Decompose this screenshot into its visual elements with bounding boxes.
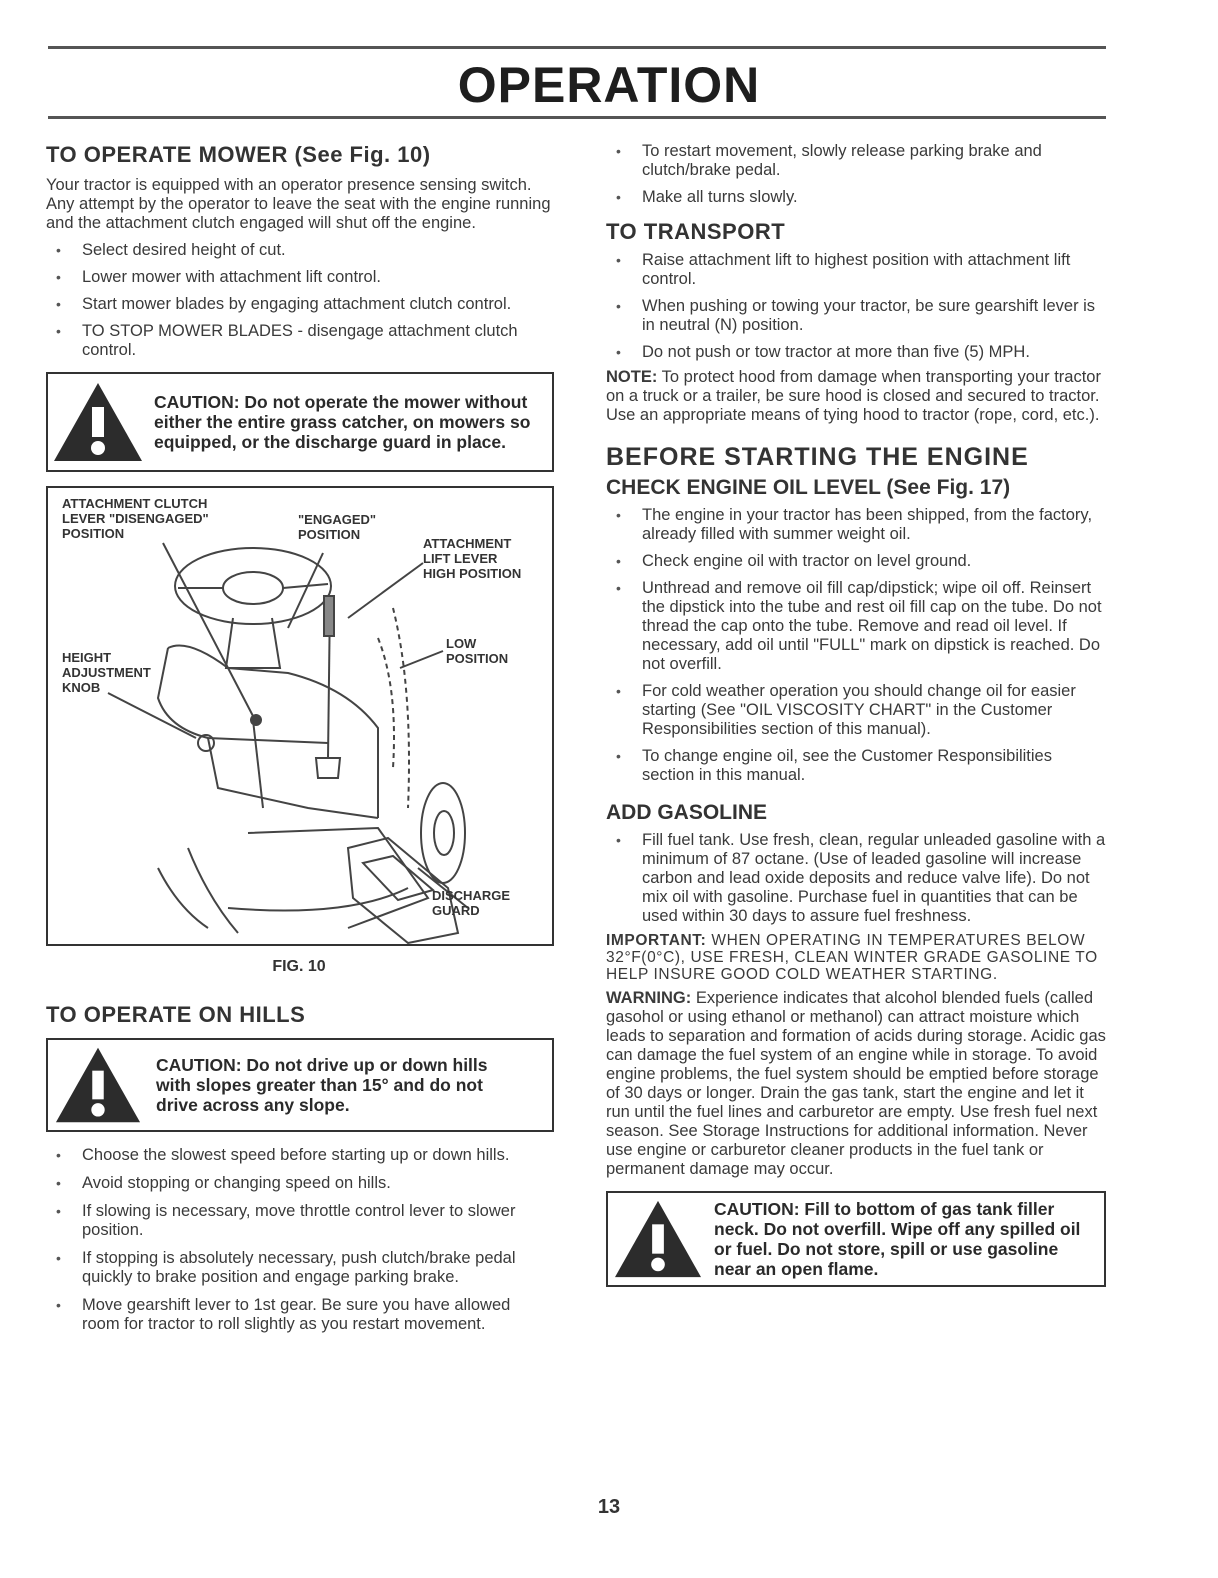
list-item: • If slowing is necessary, move throttle control lever to slower position.: [46, 1202, 552, 1240]
list-item: • Check engine oil with tractor on level ground.: [606, 552, 1106, 571]
list-item: • To change engine oil, see the Customer Responsibilities section in this manual.: [606, 747, 1106, 785]
list-item: • Raise attachment lift to highest position with attachment lift control.: [606, 251, 1106, 289]
list-item: • To restart movement, slowly release parking brake and clutch/brake pedal.: [606, 142, 1106, 180]
mower-caution-box: [46, 372, 554, 472]
list-item: • Move gearshift lever to 1st gear. Be sure you have allowed room for tractor to roll slightly as you restart movement.: [46, 1296, 552, 1334]
list-item: • When pushing or towing your tractor, be sure gearshift lever is in neutral (N) position.: [606, 297, 1106, 335]
mower-caution-text: CAUTION: Do not operate the mower without either the entire grass catcher, on mowers so equipped, or the discharge guard in place.: [154, 392, 531, 452]
warning-triangle-icon: [48, 1042, 148, 1128]
warning-triangle-icon: [608, 1195, 708, 1283]
hills-caution-box: [46, 1038, 554, 1132]
label-engaged: "ENGAGED" POSITION: [298, 512, 377, 542]
warning-paragraph: [606, 989, 1106, 1179]
transport-list: [606, 251, 1106, 362]
gasoline-caution-box: [606, 1191, 1106, 1287]
list-item: • Make all turns slowly.: [606, 188, 1106, 207]
list-item: • If stopping is absolutely necessary, push clutch/brake pedal quickly to brake position and engage parking brake.: [46, 1249, 552, 1287]
oil-list: [606, 506, 1106, 785]
label-clutch-disengaged: ATTACHMENT CLUTCH LEVER "DISENGAGED" POSITION: [62, 496, 209, 541]
operate-mower-heading: TO OPERATE MOWER (See Fig. 10): [46, 142, 431, 167]
operate-mower-list: [46, 241, 552, 360]
gasoline-caution-text: CAUTION: Fill to bottom of gas tank filler neck. Do not overfill. Wipe off any spilled oil or fuel. Do not store, spill or use gasoline near an open flame.: [714, 1199, 1081, 1279]
transport-heading: TO TRANSPORT: [606, 219, 786, 244]
top-rule: [48, 46, 1106, 49]
before-starting-heading: BEFORE STARTING THE ENGINE: [606, 443, 1029, 471]
figure-caption: FIG. 10: [272, 958, 326, 975]
warning-text: Experience indicates that alcohol blended fuels (called gasohol or using ethanol or methanol) can attract moisture which leads to separation and formation of acids during storage. Acidic gas can damage the fuel system of an engine while in storage. To avoid engine problems, the fuel system should be emptied before storage of 30 days or longer. Drain the gas tank, start the engine and let it run until the fuel lines and carburetor are empty. Use fresh fuel next season. See Storage Instructions for additional information. Never use engine or carburetor cleaner products in the fuel tank or permanent damage may occur.: [606, 989, 1106, 1178]
list-item: • Fill fuel tank. Use fresh, clean, regular unleaded gasoline with a minimum of 87 octane. (Use of leaded gasoline will increase carbon and lead oxide deposits and reduce valve life). Do not mix oil with gasoline. Purchase fuel in quantities that can be used within 30 days to assure fuel freshness.: [606, 831, 1106, 926]
warning-label: WARNING:: [606, 989, 692, 1007]
list-item: • Start mower blades by engaging attachment clutch control.: [46, 295, 552, 314]
list-item: • Avoid stopping or changing speed on hills.: [46, 1174, 552, 1193]
important-note: [606, 932, 1106, 983]
operate-mower-intro: Your tractor is equipped with an operator presence sensing switch. Any attempt by the operator to leave the seat with the engine running and the attachment clutch engaged will shut off the engine.: [46, 176, 551, 232]
important-text: WHEN OPERATING IN TEMPERATURES BELOW 32°F(0°C), USE FRESH, CLEAN WINTER GRADE GASOLINE TO HELP INSURE GOOD COLD WEATHER STARTING.: [606, 932, 1098, 983]
warning-triangle-icon: [48, 377, 148, 467]
list-item: • Choose the slowest speed before starting up or down hills.: [46, 1146, 552, 1165]
hills-caution-text: CAUTION: Do not drive up or down hills with slopes greater than 15° and do not drive across any slope.: [156, 1055, 488, 1115]
list-item: • Do not push or tow tractor at more than five (5) MPH.: [606, 343, 1106, 362]
label-height-knob: HEIGHT ADJUSTMENT KNOB: [62, 650, 151, 695]
list-item: • Unthread and remove oil fill cap/dipstick; wipe oil off. Reinsert the dipstick into the tube and rest oil fill cap on the tube. Do not thread the cap onto the tube. Remove and read oil level. If necessary, add oil until "FULL" mark on dipstick is reached. Do not overfill.: [606, 579, 1106, 674]
label-lift-high: ATTACHMENT LIFT LEVER HIGH POSITION: [423, 536, 522, 581]
note-label: NOTE:: [606, 368, 658, 386]
label-low-position: LOW POSITION: [446, 636, 509, 666]
transport-note: [606, 368, 1106, 425]
page-title: OPERATION: [457, 57, 761, 113]
hills-heading: TO OPERATE ON HILLS: [46, 1002, 306, 1027]
right-column: [606, 142, 1106, 1287]
add-gasoline-heading: ADD GASOLINE: [606, 801, 768, 824]
note-text: To protect hood from damage when transporting your tractor on a truck or a trailer, be sure hood is closed and secured to tractor. Use an appropriate means of tying hood to tractor (rope, cord, etc.).: [606, 368, 1101, 424]
figure-10: [46, 486, 554, 946]
important-label: IMPORTANT:: [606, 932, 707, 949]
page-number: 13: [597, 1496, 621, 1518]
list-item: • Lower mower with attachment lift control.: [46, 268, 552, 287]
restart-list: [606, 142, 1106, 207]
title-underline: [48, 116, 1106, 119]
list-item: • Select desired height of cut.: [46, 241, 552, 260]
check-oil-heading: CHECK ENGINE OIL LEVEL (See Fig. 17): [606, 476, 1011, 499]
hills-list: [46, 1146, 552, 1334]
list-item: • The engine in your tractor has been shipped, from the factory, already filled with summer weight oil.: [606, 506, 1106, 544]
list-item: • TO STOP MOWER BLADES - disengage attachment clutch control.: [46, 322, 552, 360]
label-discharge-guard: DISCHARGE GUARD: [432, 888, 511, 918]
list-item: • For cold weather operation you should change oil for easier starting (See "OIL VISCOSITY CHART" in the Customer Responsibilities section of this manual).: [606, 682, 1106, 739]
gasoline-list: [606, 831, 1106, 926]
left-column: [46, 142, 552, 1334]
